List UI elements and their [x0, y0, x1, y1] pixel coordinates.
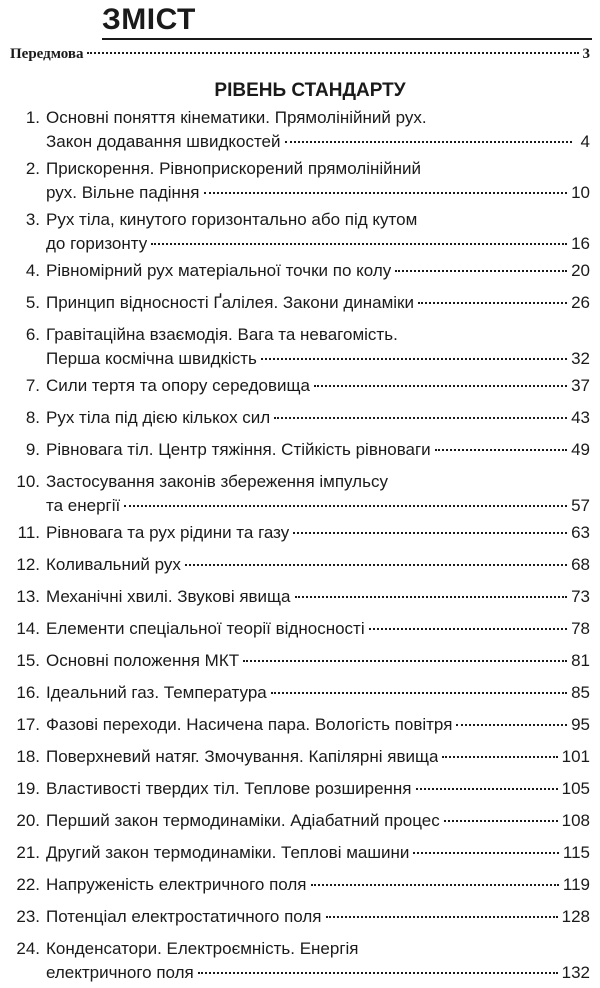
- entry-last-line: [46, 521, 590, 545]
- page-title: ЗМІСТ: [102, 3, 196, 36]
- entry-body: [46, 809, 590, 833]
- entry-number: 9.: [25, 440, 40, 459]
- entry-title-line: Перша космічна швидкість: [46, 349, 257, 368]
- entry-body: [46, 649, 590, 673]
- preface-label: Передмова: [10, 46, 84, 62]
- toc-entry[interactable]: [6, 937, 590, 985]
- entry-title-line: Поверхневий натяг. Змочування. Капілярні явища: [46, 747, 439, 766]
- entry-last-line: [46, 873, 590, 897]
- dot-leader: [124, 505, 567, 507]
- toc-entry[interactable]: [6, 259, 590, 283]
- entry-last-line: [46, 681, 590, 705]
- toc-entry[interactable]: [6, 323, 590, 371]
- entry-number: 22.: [16, 875, 40, 894]
- entry-number: 5.: [25, 293, 40, 312]
- preface-page: 3: [582, 46, 590, 62]
- dot-leader: [413, 852, 559, 854]
- entry-page-number: 128: [561, 907, 590, 926]
- entry-page-number: 85: [571, 683, 590, 702]
- toc-entry[interactable]: [6, 713, 590, 737]
- entry-number: 19.: [16, 779, 40, 798]
- entry-body: [46, 873, 590, 897]
- toc-entry[interactable]: [6, 585, 590, 609]
- dot-leader: [295, 596, 568, 598]
- entry-last-line: [46, 130, 590, 154]
- section-heading: РІВЕНЬ СТАНДАРТУ: [214, 80, 406, 101]
- entry-page-number: 119: [562, 875, 590, 894]
- entry-number: 8.: [25, 408, 40, 427]
- entry-title-line: Рівновага та рух рідини та газу: [46, 523, 290, 542]
- entry-number: 23.: [16, 907, 40, 926]
- dot-leader: [198, 972, 558, 974]
- entry-number: 3.: [25, 210, 40, 229]
- entry-page-number: 16: [571, 234, 590, 253]
- toc-entry[interactable]: [6, 438, 590, 462]
- entry-title-line: Ідеальний газ. Температура: [46, 683, 267, 702]
- dot-leader: [416, 788, 558, 790]
- dot-leader: [442, 756, 557, 758]
- entry-page-number: 108: [561, 811, 590, 830]
- entry-last-line: [46, 841, 590, 865]
- entry-page-number: 63: [571, 523, 590, 542]
- entry-page-number: 4: [580, 132, 590, 151]
- entry-page-number: 10: [571, 183, 590, 202]
- entry-number: 2.: [25, 159, 40, 178]
- entry-body: [46, 521, 590, 545]
- toc-entry[interactable]: [6, 905, 590, 929]
- entry-body: [46, 208, 590, 256]
- entry-page-number: 105: [561, 779, 590, 798]
- entry-page-number: 20: [571, 261, 590, 280]
- entry-last-line: [46, 259, 590, 283]
- entry-body: [46, 617, 590, 641]
- dot-leader: [369, 628, 567, 630]
- entry-last-line: [46, 374, 590, 398]
- dot-leader: [314, 385, 567, 387]
- entry-page-number: 57: [571, 496, 590, 515]
- entry-body: [46, 374, 590, 398]
- entry-body: [46, 553, 590, 577]
- entry-title-line: Елементи спеціальної теорії відносності: [46, 619, 365, 638]
- entry-title-line: Перший закон термодинаміки. Адіабатний процес: [46, 811, 440, 830]
- entry-number: 20.: [16, 811, 40, 830]
- dot-leader: [274, 417, 567, 419]
- entry-last-line: [46, 713, 590, 737]
- entry-body: [46, 745, 590, 769]
- entry-title-line: Рівновага тіл. Центр тяжіння. Стійкість рівноваги: [46, 440, 431, 459]
- entry-body: [46, 470, 590, 518]
- entry-number: 10.: [16, 472, 40, 491]
- entry-number: 18.: [16, 747, 40, 766]
- entry-title-line: Закон додавання швидкостей: [46, 132, 281, 151]
- entry-body: [46, 937, 590, 985]
- entry-title-line: Конденсатори. Електроємність. Енергія: [46, 939, 359, 958]
- entry-body: [46, 291, 590, 315]
- entry-page-number: 132: [561, 963, 590, 982]
- toc-entry[interactable]: [6, 649, 590, 673]
- entry-last-line: [46, 347, 590, 371]
- entry-title-line: електричного поля: [46, 963, 194, 982]
- entry-title-line: Прискорення. Рівноприскорений прямолінійний: [46, 159, 422, 178]
- entry-page-number: 26: [571, 293, 590, 312]
- entry-title-line: Властивості твердих тіл. Теплове розширення: [46, 779, 412, 798]
- entry-last-line: [46, 905, 590, 929]
- entry-last-line: [46, 745, 590, 769]
- dot-leader: [395, 270, 567, 272]
- entry-last-line: [46, 777, 590, 801]
- entry-number: 6.: [25, 325, 40, 344]
- entry-title-line: Основні поняття кінематики. Прямолінійний рух.: [46, 108, 427, 127]
- dot-leader: [293, 532, 567, 534]
- toc-entry[interactable]: [6, 873, 590, 897]
- entry-body: [46, 585, 590, 609]
- entry-number: 14.: [16, 619, 40, 638]
- dot-leader: [261, 358, 567, 360]
- dot-leader: [285, 141, 572, 143]
- entry-last-line: [46, 232, 590, 256]
- entry-title-line: Потенціал електростатичного поля: [46, 907, 322, 926]
- entry-page-number: 101: [561, 747, 590, 766]
- entry-number: 11.: [17, 523, 40, 542]
- toc-entry[interactable]: [6, 521, 590, 545]
- dot-leader: [435, 449, 567, 451]
- entry-title-line: Фазові переходи. Насичена пара. Вологість повітря: [46, 715, 453, 734]
- toc-entry[interactable]: [6, 617, 590, 641]
- dot-leader: [87, 52, 578, 54]
- entry-page-number: 115: [562, 843, 590, 862]
- dot-leader: [204, 192, 568, 194]
- entry-last-line: [46, 553, 590, 577]
- entry-number: 13.: [16, 587, 40, 606]
- toc-entry[interactable]: [6, 470, 590, 518]
- entry-page-number: 32: [571, 349, 590, 368]
- entry-last-line: [46, 617, 590, 641]
- entry-number: 7.: [25, 376, 40, 395]
- toc-entry[interactable]: [6, 406, 590, 430]
- toc-entry[interactable]: [6, 841, 590, 865]
- entry-title-line: Гравітаційна взаємодія. Вага та невагомість.: [46, 325, 398, 344]
- entry-title-line: та енергії: [46, 496, 121, 515]
- entry-last-line: [46, 181, 590, 205]
- entry-page-number: 95: [571, 715, 590, 734]
- preface-entry[interactable]: [10, 46, 590, 70]
- entry-body: [46, 905, 590, 929]
- toc-entry[interactable]: [6, 291, 590, 315]
- entry-title-line: до горизонту: [46, 234, 148, 253]
- entry-body: [46, 323, 590, 371]
- dot-leader: [311, 884, 559, 886]
- entry-last-line: [46, 809, 590, 833]
- entry-title-line: Механічні хвилі. Звукові явища: [46, 587, 291, 606]
- entry-title-line: Рух тіла під дією кількох сил: [46, 408, 271, 427]
- entry-page-number: 37: [571, 376, 590, 395]
- entry-last-line: [46, 438, 590, 462]
- entry-page-number: 49: [571, 440, 590, 459]
- entry-body: [46, 841, 590, 865]
- entry-number: 1.: [25, 108, 40, 127]
- dot-leader: [243, 660, 567, 662]
- entry-number: 15.: [16, 651, 40, 670]
- title-underline: [102, 38, 592, 40]
- toc-entry[interactable]: [6, 745, 590, 769]
- entry-title-line: Основні положення МКТ: [46, 651, 240, 670]
- entry-page-number: 78: [571, 619, 590, 638]
- dot-leader: [326, 916, 558, 918]
- toc-entry[interactable]: [6, 374, 590, 398]
- table-of-contents: [6, 106, 590, 988]
- entry-last-line: [46, 585, 590, 609]
- entry-last-line: [46, 406, 590, 430]
- toc-entry[interactable]: [6, 553, 590, 577]
- entry-title-line: Коливальний рух: [46, 555, 181, 574]
- entry-title-line: Рівномірний рух матеріальної точки по колу: [46, 261, 392, 280]
- entry-page-number: 81: [571, 651, 590, 670]
- entry-body: [46, 259, 590, 283]
- entry-number: 4.: [25, 261, 40, 280]
- entry-body: [46, 681, 590, 705]
- entry-last-line: [46, 291, 590, 315]
- entry-title-line: Принцип відносності Ґалілея. Закони динаміки: [46, 293, 414, 312]
- dot-leader: [456, 724, 567, 726]
- entry-body: [46, 713, 590, 737]
- entry-page-number: 68: [571, 555, 590, 574]
- toc-entry[interactable]: [6, 681, 590, 705]
- toc-entry[interactable]: [6, 809, 590, 833]
- entry-title-line: Рух тіла, кинутого горизонтально або під кутом: [46, 210, 418, 229]
- entry-page-number: 43: [571, 408, 590, 427]
- entry-body: [46, 157, 590, 205]
- dot-leader: [418, 302, 567, 304]
- toc-entry[interactable]: [6, 777, 590, 801]
- entry-page-number: 73: [571, 587, 590, 606]
- entry-number: 21.: [16, 843, 40, 862]
- entry-title-line: Напруженість електричного поля: [46, 875, 307, 894]
- dot-leader: [444, 820, 558, 822]
- entry-last-line: [46, 961, 590, 985]
- entry-last-line: [46, 494, 590, 518]
- entry-number: 16.: [16, 683, 40, 702]
- entry-title-line: Сили тертя та опору середовища: [46, 376, 310, 395]
- dot-leader: [151, 243, 567, 245]
- entry-last-line: [46, 649, 590, 673]
- toc-entry[interactable]: [6, 106, 590, 154]
- entry-title-line: рух. Вільне падіння: [46, 183, 200, 202]
- entry-body: [46, 106, 590, 154]
- entry-number: 12.: [16, 555, 40, 574]
- entry-title-line: Застосування законів збереження імпульсу: [46, 472, 388, 491]
- entry-number: 17.: [16, 715, 40, 734]
- entry-title-line: Другий закон термодинаміки. Теплові машини: [46, 843, 410, 862]
- entry-body: [46, 438, 590, 462]
- entry-body: [46, 406, 590, 430]
- toc-entry[interactable]: [6, 208, 590, 256]
- toc-entry[interactable]: [6, 157, 590, 205]
- entry-body: [46, 777, 590, 801]
- dot-leader: [185, 564, 567, 566]
- dot-leader: [271, 692, 567, 694]
- entry-number: 24.: [16, 939, 40, 958]
